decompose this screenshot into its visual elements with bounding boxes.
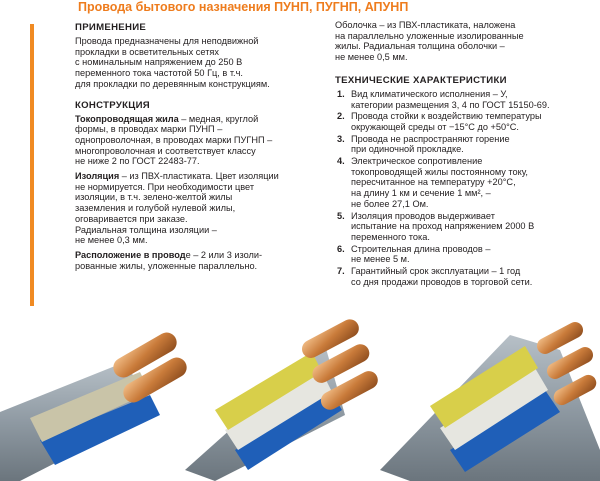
spec-item: 3. Провода не распространяют горение при одиночной прокладке. [337,133,510,155]
application-text: Провода предназначены для неподвижной прокладки в осветительных сетях с номинальным напряжением до 250 В переменного тока частотой 50 Гц, в т.ч. для прокладки по деревянным конструкциям. [75,36,270,89]
cable-3-core-stranded-icon [380,319,600,481]
accent-bar [30,24,34,306]
conductor-term: Токопроводящая жила [75,113,179,124]
conductor-paragraph [75,114,323,168]
spec-item: 7. Гарантийный срок эксплуатации – 1 год со дня продажи проводов в торговой сети. [337,266,533,287]
layout-term: Расположение в провод [75,249,186,260]
left-column [75,22,323,275]
cable-2-core-icon [0,329,190,481]
application-heading: ПРИМЕНЕНИЕ [75,22,147,33]
specs-heading: ТЕХНИЧЕСКИЕ ХАРАКТЕРИСТИКИ [335,74,507,86]
cable-illustrations [0,300,600,481]
layout-text: е – 2 или 3 изоли- рованные жилы, уложенные параллельно. [75,249,263,271]
spec-item: 2. Провода стойки к воздействию температуры окружающей среды от −15°С до +50°С. [337,111,542,132]
insulation-paragraph [75,171,323,246]
spec-item: 4. Электрическое сопротивление токопроводящей жилы постоянному току, пересчитанное на температуру +20°С, на длину 1 км и сечение 1 мм², – не более 27,1 Ом. [337,156,528,209]
insulation-text: – из ПВХ-пластиката. Цвет изоляции не нормируется. При необходимости цвет изоляции, в т.ч. зелено-желтой жилы заземления и голубой нулевой жилы, оговаривается при заказе. Радиальная толщина изоляции – не менее 0,3 мм. [75,171,279,246]
layout-paragraph [75,250,323,271]
page-title: Провода бытового назначения ПУНП, ПУГНП, АПУНП [78,0,409,14]
spec-item: 6. Строительная длина проводов – не менее 5 м. [337,243,491,265]
construction-heading: КОНСТРУКЦИЯ [75,99,150,111]
construction-section [75,100,323,272]
insulation-term: Изоляция [75,171,120,182]
application-section [75,22,323,90]
right-column [335,20,597,288]
spec-item: 5. Изоляция проводов выдерживает испытание на проход напряжением 2000 В переменного тока. [337,210,535,242]
conductor-text: – медная, круглой формы, в проводах марки ПУНП – однопроволочная, в проводах марки ПУГНП – многопроволочная и соответствует классу не ниже 2 по ГОСТ 22483-77. [75,113,273,167]
cable-3-core-icon [185,316,381,481]
sheath-text: Оболочка – из ПВХ-пластиката, наложена на параллельно уложенные изолированные жилы. Радиальная толщина оболочки – не менее 0,5 мм. [335,20,524,63]
spec-item: 1. Вид климатического исполнения – У, категории размещения 3, 4 по ГОСТ 15150-69. [337,88,550,110]
specs-list [335,89,597,288]
